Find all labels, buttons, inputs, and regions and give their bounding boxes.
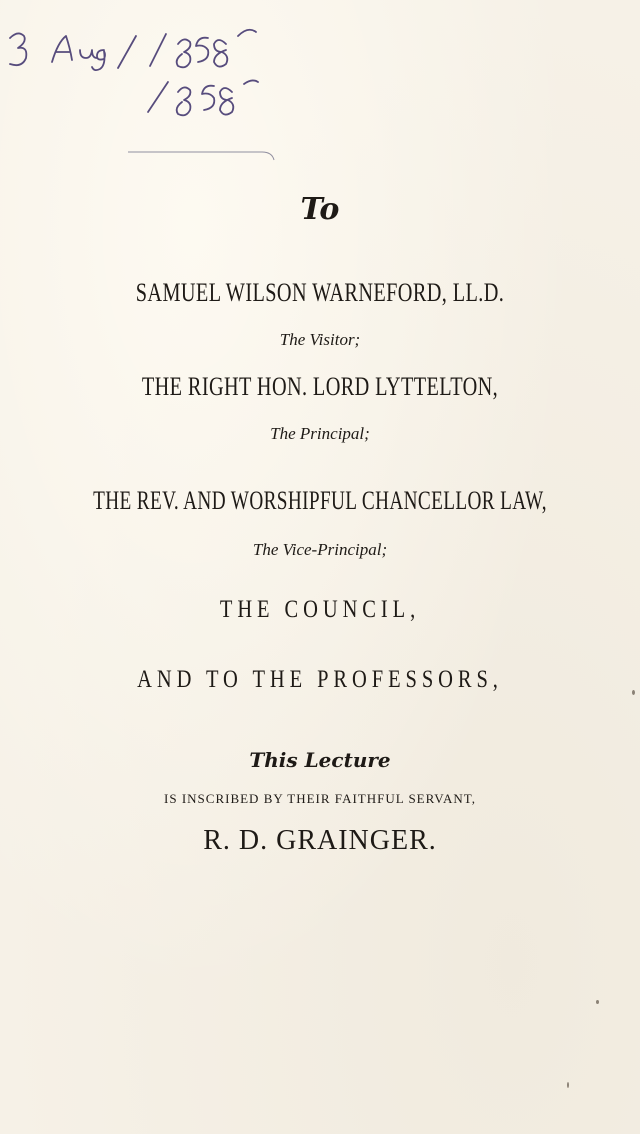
dedication-council: THE COUNCIL, [219, 596, 421, 623]
dedication-professors: AND TO THE PROFESSORS, [137, 666, 503, 693]
dedication-vice-principal-name: THE REV. AND WORSHIPFUL CHANCELLOR LAW, [93, 486, 547, 515]
dedication-to: To [300, 192, 340, 227]
dedication-vice-principal-title: The Vice-Principal; [252, 540, 388, 559]
dedication-principal-name: THE RIGHT HON. LORD LYTTELTON, [141, 372, 499, 401]
paper-speck [596, 1000, 599, 1004]
dedication-visitor-title: The Visitor; [279, 330, 361, 349]
paper-speck [632, 690, 635, 695]
inscribed-line: IS INSCRIBED BY THEIR FAITHFUL SERVANT, [164, 791, 476, 806]
paper-speck [567, 1082, 569, 1088]
author-name: R. D. GRAINGER. [203, 825, 437, 856]
handwritten-annotation [0, 0, 640, 170]
dedication-principal-title: The Principal; [270, 424, 370, 443]
this-lecture-heading: This Lecture [249, 748, 391, 772]
dedication-visitor-name: SAMUEL WILSON WARNEFORD, LL.D. [135, 278, 505, 307]
